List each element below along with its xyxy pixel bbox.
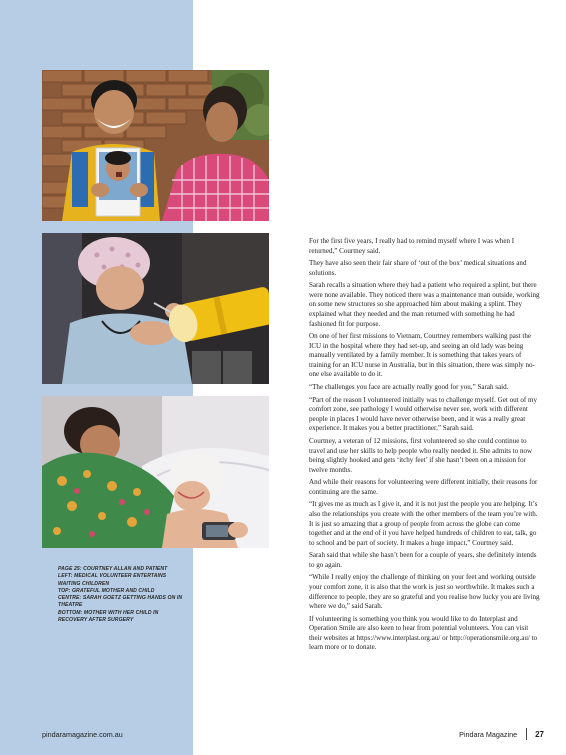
article-paragraph: Sarah recalls a situation where they had a patient who required a splint, but there were none available. They noticed there was a maintenance man outside, working on some new structures so she approached him about making a splint. They explained what they needed and the man returned with something he had fashioned fit for purpose. — [309, 281, 540, 328]
article-paragraph: They have also seen their fair share of ‘out of the box’ medical situations and solutions. — [309, 259, 527, 277]
footer-website: pindaramagazine.com.au — [42, 730, 123, 739]
article-paragraph: If volunteering is something you think you would like to do Interplast and Operation Smile are also keen to hear from potential volunteers. You can visit their websites at https://www.interplast.org.au/ or http://operationsmile.org.au/ to learn more or to donate. — [309, 614, 538, 652]
footer-magazine-name: Pindara Magazine — [459, 729, 518, 739]
caption-line: TOP: GRATEFUL MOTHER AND CHILD — [58, 587, 155, 594]
article-paragraph: Sarah said that while she hasn’t been for a couple of years, she definitely intends to go again. — [309, 551, 537, 569]
photo-caption — [58, 566, 188, 624]
article-paragraph: On one of her first missions to Vietnam, Courtney remembers walking past the ICU in the hospital where they had set-up, and seeing an old lady was being manually ventilated by a family member. It is something that takes years of training for an ICU nurse in Australia, but in this situation, there was simply no-one else available to do it. — [309, 332, 535, 379]
photo-surgeon-in-theatre — [42, 233, 269, 384]
article-paragraph: Courtney, a veteran of 12 missions, first volunteered so she could continue to travel and use her skills to help people who really needed it. She admits to now being slightly hooked and gets ‘itchy feet’ if she hasn’t been on a mission for twelve months. — [309, 436, 533, 474]
photo-boy-with-mother — [42, 70, 269, 221]
article-paragraph: “Part of the reason I volunteered initially was to challenge myself. Get out of my comfort zone, see pathology I would otherwise never see, work with different people in places I would have never otherwise been, and it was a really great experience. It makes you a better practitioner,” Sarah said. — [309, 395, 537, 433]
article-paragraph: “The challenges you face are actually really good for you,” Sarah said. — [309, 383, 509, 392]
caption-line: CENTRE: SARAH GOETZ GETTING HANDS ON IN THEATRE — [58, 595, 183, 609]
caption-line: PAGE 25: COURTNEY ALLAN AND PATIENT — [58, 566, 168, 572]
article-paragraph: For the first five years, I really had to remind myself where I was when I returned,” Courtney said. — [309, 237, 515, 255]
photo-mother-child-recovery — [42, 396, 269, 548]
footer-folio — [459, 728, 544, 740]
article-paragraph: “It gives me as much as I give it, and it is not just the people you are helping. It’s also the relationships you create with the other members of the team you’re with. It is just so amazing that a group of people from across the globe can come together and at the end of it you have helped hundreds of children to eat, talk, go to school and be part of society. It makes a huge impact,” Courtney said. — [309, 500, 538, 547]
footer-divider — [526, 728, 527, 740]
article-paragraph: And while their reasons for volunteering were different initially, their reasons for continuing are the same. — [309, 478, 538, 496]
page-number: 27 — [535, 729, 544, 739]
caption-line: BOTTOM: MOTHER WITH HER CHILD IN RECOVERY AFTER SURGERY — [58, 609, 159, 624]
caption-line: LEFT: MEDICAL VOLUNTEER ENTERTAINS WAITING CHILDREN — [58, 573, 167, 587]
article-paragraph: “While I really enjoy the challenge of thinking on your feet and working outside your comfort zone, it is also that the work is just so worthwhile. It makes such a difference to people, they are so grateful and you realise how lucky you are living where we do,” said Sarah. — [309, 573, 540, 611]
article-body — [309, 237, 541, 656]
